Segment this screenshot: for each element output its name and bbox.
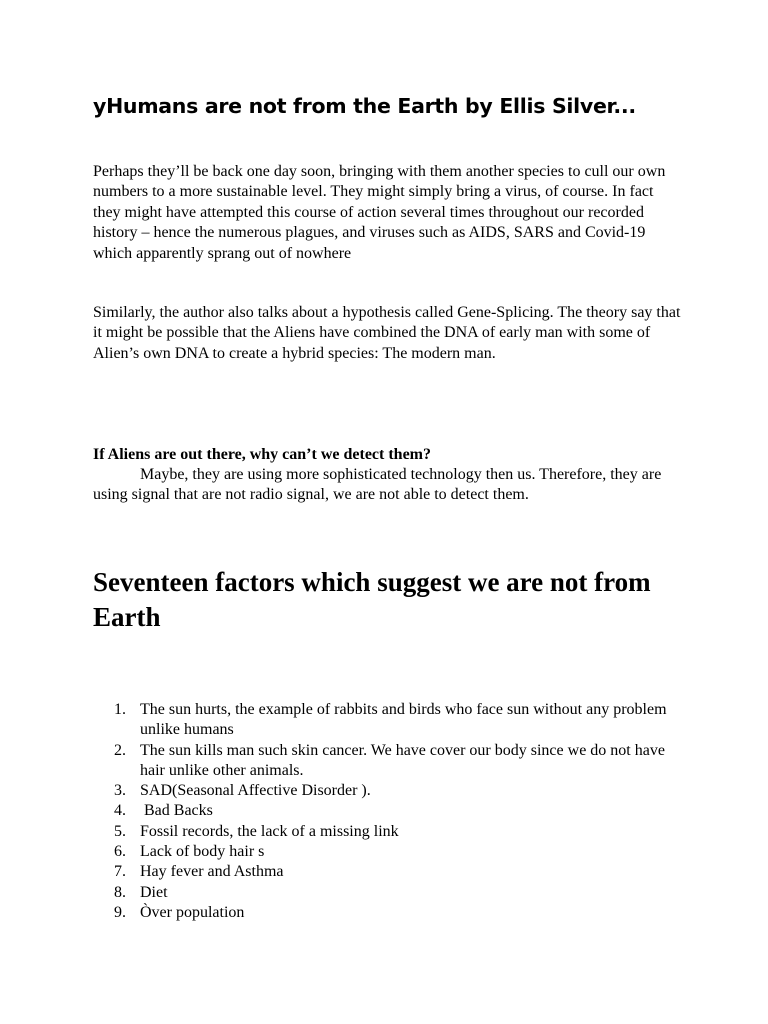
list-item: [93, 883, 683, 903]
answer-text: Maybe, they are using more sophisticated technology then us. Therefore, they are using signal that are not radio signal, we are not able to detect them.: [93, 466, 662, 504]
list-item: [93, 700, 683, 741]
answer-paragraph: [93, 465, 683, 506]
list-item: [93, 822, 683, 842]
list-item: [93, 862, 683, 882]
list-number: 2.: [114, 741, 126, 759]
section-heading: Seventeen factors which suggest we are not from Earth: [93, 567, 651, 632]
question-heading: If Aliens are out there, why can’t we detect them?: [93, 446, 432, 463]
list-item-text: Lack of body hair s: [140, 843, 265, 861]
list-number: 5.: [114, 822, 126, 840]
paragraph-virus: Perhaps they’ll be back one day soon, bringing with them another species to cull our own numbers to a more sustainable level. They might simply bring a virus, of course. In fact they might have attempted this course of action several times throughout our recorded history – hence the numerous plagues, and viruses such as AIDS, SARS and Covid-19 which apparently sprang out of nowhere: [93, 163, 666, 262]
list-number: 6.: [114, 843, 126, 861]
paragraph-gene-splicing: Similarly, the author also talks about a hypothesis called Gene-Splicing. The theory say that it might be possible that the Aliens have combined the DNA of early man with some of Alien’s own DNA to create a hybrid species: The modern man.: [93, 304, 681, 362]
list-item: [93, 903, 683, 923]
list-item-text: Hay fever and Asthma: [140, 863, 284, 881]
list-number: 3.: [114, 782, 126, 800]
list-item: [93, 781, 683, 801]
list-item: [93, 741, 683, 782]
document-title: yHumans are not from the Earth by Ellis Silver...: [93, 94, 636, 118]
list-number: 9.: [114, 903, 126, 921]
list-item-text: Diet: [140, 883, 168, 901]
list-item-text: SAD(Seasonal Affective Disorder ).: [140, 782, 371, 800]
list-item-text: Òver population: [140, 903, 245, 921]
factor-list: [93, 700, 683, 923]
list-item: [93, 801, 683, 821]
list-number: 7.: [114, 863, 126, 881]
list-item-text: The sun hurts, the example of rabbits and birds who face sun without any problem unlike humans: [140, 701, 667, 739]
list-item: [93, 842, 683, 862]
list-number: 1.: [114, 701, 126, 718]
list-number: 8.: [114, 883, 126, 901]
list-item-text: Bad Backs: [140, 802, 213, 820]
list-item-text: Fossil records, the lack of a missing link: [140, 822, 399, 840]
list-number: 4.: [114, 802, 126, 820]
list-item-text: The sun kills man such skin cancer. We have cover our body since we do not have hair unlike other animals.: [140, 741, 665, 779]
